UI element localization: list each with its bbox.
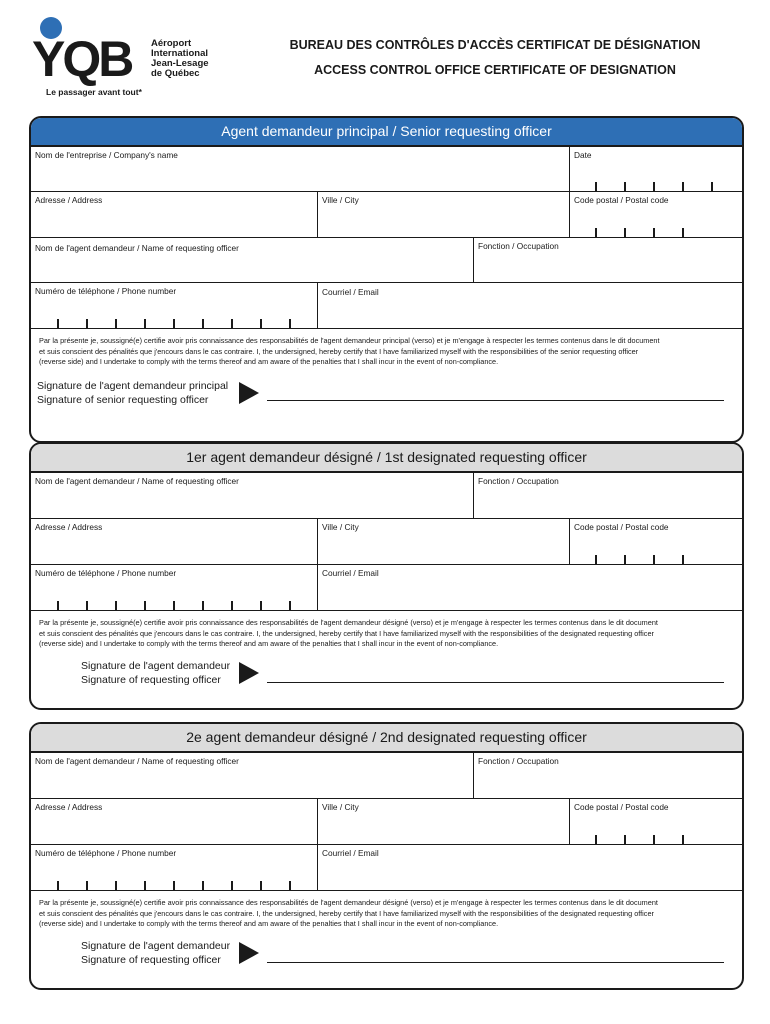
phone-number-field[interactable]: [31, 845, 318, 890]
officer-name-row: [31, 238, 742, 283]
signature-area: [31, 655, 742, 695]
field-label: Nom de l'agent demandeur / Name of requesting officer: [35, 243, 239, 253]
field-label: Courriel / Email: [322, 287, 379, 297]
field-label: Nom de l'entreprise / Company's name: [35, 150, 178, 160]
document-title-fr: BUREAU DES CONTRÔLES D'ACCÈS CERTIFICAT DE DÉSIGNATION: [289, 38, 701, 52]
signature-line[interactable]: [267, 400, 724, 401]
field-label: Ville / City: [322, 522, 359, 532]
city-field[interactable]: [318, 192, 570, 237]
signature-area: [31, 935, 742, 975]
contact-row: [31, 845, 742, 891]
arrow-right-icon: [239, 662, 259, 684]
address-field[interactable]: [31, 192, 318, 237]
field-label: Fonction / Occupation: [478, 476, 559, 486]
field-label: Fonction / Occupation: [478, 241, 559, 251]
phone-tick-marks: [31, 318, 317, 328]
address-row: [31, 192, 742, 238]
postal-tick-marks: [570, 834, 742, 844]
document-title-en: ACCESS CONTROL OFFICE CERTIFICATE OF DESIGNATION: [314, 63, 676, 77]
email-field[interactable]: [318, 283, 742, 328]
yqb-logo: [32, 14, 222, 100]
first-designated-officer-section: [29, 442, 744, 710]
date-field[interactable]: [570, 147, 742, 191]
phone-number-field[interactable]: [31, 283, 318, 328]
arrow-right-icon: [239, 382, 259, 404]
section-title: 2e agent demandeur désigné / 2nd designated requesting officer: [31, 724, 742, 753]
address-row: [31, 519, 742, 565]
company-name-field[interactable]: [31, 147, 570, 191]
phone-tick-marks: [31, 880, 317, 890]
postal-tick-marks: [570, 554, 742, 564]
logo-letters: YQB: [32, 31, 132, 87]
city-field[interactable]: [318, 799, 570, 844]
field-label: Adresse / Address: [35, 195, 103, 205]
city-field[interactable]: [318, 519, 570, 564]
date-tick-marks: [570, 181, 742, 191]
field-label: Fonction / Occupation: [478, 756, 559, 766]
field-label: Ville / City: [322, 802, 359, 812]
field-label: Numéro de téléphone / Phone number: [35, 848, 177, 858]
logo-airport-name: Aéroport International Jean-Lesage de Québec: [151, 38, 209, 79]
declaration-text: Par la présente je, soussigné(e) certifie avoir pris connaissance des responsabilités de l'agent demandeur désigné (verso) et je m'engage à respecter les termes contenus dans le dit document et suis conscient des pénalités que j'encours dans le cas contraire. I, the undersigned, hereby certify that I have familiarized myself with the responsibilities of the designated requesting officer (reverse side) and I undertake to comply with the terms thereof and am aware of the penalties that I shall incur in the event of non-compliance.: [39, 618, 658, 648]
occupation-field[interactable]: [474, 753, 742, 798]
section-title: 1er agent demandeur désigné / 1st designated requesting officer: [31, 444, 742, 473]
logo-tagline: Le passager avant tout*: [46, 87, 142, 97]
signature-label: Signature de l'agent demandeur Signature of requesting officer: [81, 940, 231, 966]
occupation-field[interactable]: [474, 473, 742, 518]
postal-code-field[interactable]: [570, 799, 742, 844]
field-label: Nom de l'agent demandeur / Name of requesting officer: [35, 476, 239, 486]
field-label: Adresse / Address: [35, 522, 103, 532]
section-title: Agent demandeur principal / Senior requesting officer: [31, 118, 742, 147]
phone-tick-marks: [31, 600, 317, 610]
second-designated-officer-section: [29, 722, 744, 990]
postal-code-field[interactable]: [570, 519, 742, 564]
address-row: [31, 799, 742, 845]
field-label: Nom de l'agent demandeur / Name of requesting officer: [35, 756, 239, 766]
signature-area: [31, 373, 742, 413]
occupation-field[interactable]: [474, 238, 742, 282]
field-label: Date: [574, 150, 592, 160]
officer-name-field[interactable]: [31, 753, 474, 798]
officer-name-row: [31, 473, 742, 519]
declaration-text: Par la présente je, soussigné(e) certifie avoir pris connaissance des responsabilités de l'agent demandeur principal (verso) et je m'engage à respecter les termes contenus dans le dit document et suis conscient des pénalités que j'encours dans le cas contraire. I, the undersigned, hereby certify that I have familiarized myself with the responsibilities of the senior requesting officer (reverse side) and I undertake to comply with the terms thereof and am aware of the penalties that I shall incur in the event of non-compliance.: [39, 336, 660, 366]
contact-row: [31, 565, 742, 611]
officer-name-field[interactable]: [31, 238, 474, 282]
field-label: Ville / City: [322, 195, 359, 205]
address-field[interactable]: [31, 519, 318, 564]
company-row: [31, 147, 742, 192]
address-field[interactable]: [31, 799, 318, 844]
field-label: Code postal / Postal code: [574, 195, 669, 205]
arrow-right-icon: [239, 942, 259, 964]
email-field[interactable]: [318, 565, 742, 610]
field-label: Courriel / Email: [322, 568, 379, 578]
postal-tick-marks: [570, 227, 742, 237]
postal-code-field[interactable]: [570, 192, 742, 237]
contact-row: [31, 283, 742, 329]
officer-name-row: [31, 753, 742, 799]
senior-officer-section: [29, 116, 744, 443]
phone-number-field[interactable]: [31, 565, 318, 610]
field-label: Adresse / Address: [35, 802, 103, 812]
signature-label: Signature de l'agent demandeur Signature of requesting officer: [81, 660, 231, 686]
officer-name-field[interactable]: [31, 473, 474, 518]
signature-label: Signature de l'agent demandeur principal Signature of senior requesting officer: [37, 380, 229, 406]
field-label: Numéro de téléphone / Phone number: [35, 286, 177, 296]
signature-line[interactable]: [267, 962, 724, 963]
signature-line[interactable]: [267, 682, 724, 683]
declaration-text: Par la présente je, soussigné(e) certifie avoir pris connaissance des responsabilités de l'agent demandeur désigné (verso) et je m'engage à respecter les termes contenus dans le dit document et suis conscient des pénalités que j'encours dans le cas contraire. I, the undersigned, hereby certify that I have familiarized myself with the responsibilities of the designated requesting officer (reverse side) and I undertake to comply with the terms thereof and am aware of the penalties that I shall incur in the event of non-compliance.: [39, 898, 658, 928]
email-field[interactable]: [318, 845, 742, 890]
field-label: Numéro de téléphone / Phone number: [35, 568, 177, 578]
field-label: Code postal / Postal code: [574, 802, 669, 812]
field-label: Code postal / Postal code: [574, 522, 669, 532]
field-label: Courriel / Email: [322, 848, 379, 858]
